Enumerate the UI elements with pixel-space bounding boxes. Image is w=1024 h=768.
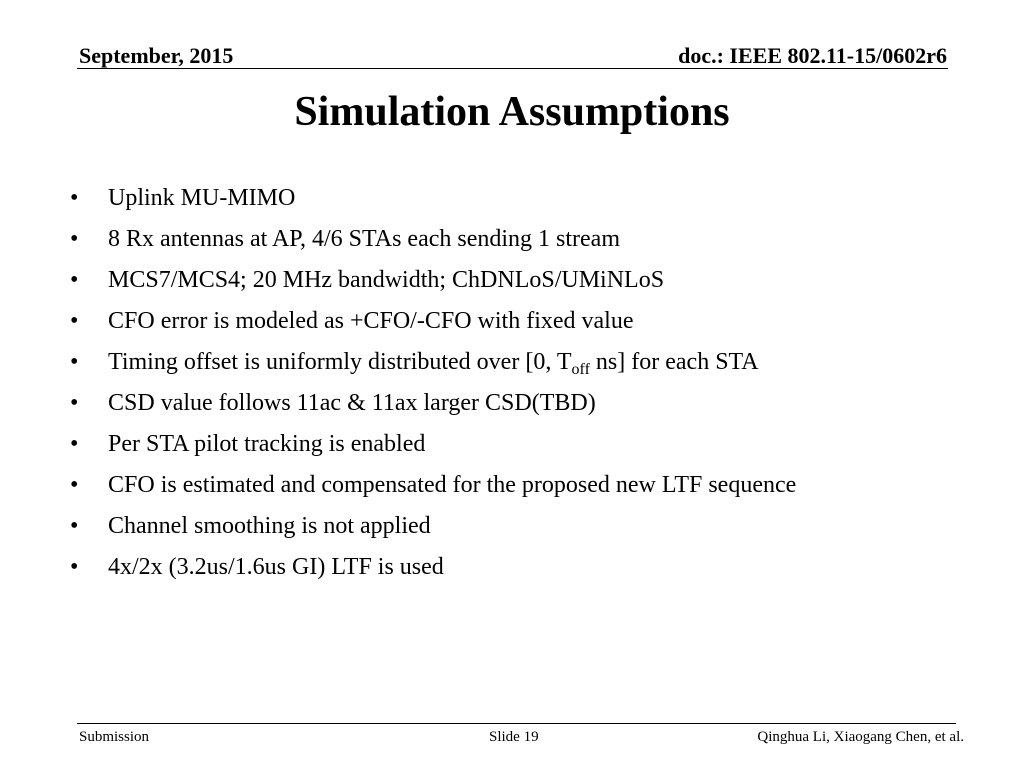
bullet-item	[70, 184, 970, 225]
bullet-marker: •	[70, 185, 79, 211]
bullet-text-part: ns] for each STA	[589, 349, 759, 375]
bullet-item	[70, 430, 970, 471]
bullet-text: CSD value follows 11ac & 11ax larger CSD(TBD)	[108, 390, 596, 416]
bullet-item	[70, 471, 970, 512]
bullet-marker: •	[70, 390, 79, 416]
header-date: September, 2015	[79, 43, 234, 68]
bullet-marker: •	[70, 472, 79, 498]
bullet-marker: •	[70, 513, 79, 539]
slide-title: Simulation Assumptions	[294, 89, 730, 135]
bullet-marker: •	[70, 554, 79, 580]
bullet-item	[70, 307, 970, 348]
bullet-marker: •	[70, 267, 79, 293]
bullet-item	[70, 348, 970, 389]
bullet-text-part: Timing offset is uniformly distributed over [0, T	[108, 349, 572, 375]
bullet-text: 8 Rx antennas at AP, 4/6 STAs each sending 1 stream	[108, 226, 621, 252]
footer-divider	[77, 723, 956, 724]
subscript-off: off	[571, 361, 590, 378]
header-divider	[77, 68, 948, 69]
bullet-list	[70, 184, 970, 594]
bullet-text: CFO is estimated and compensated for the proposed new LTF sequence	[108, 472, 797, 498]
bullet-text: Channel smoothing is not applied	[108, 513, 431, 539]
bullet-marker: •	[70, 308, 79, 334]
bullet-item	[70, 512, 970, 553]
bullet-marker: •	[70, 431, 79, 457]
bullet-text: 4x/2x (3.2us/1.6us GI) LTF is used	[108, 554, 444, 580]
bullet-text: CFO error is modeled as +CFO/-CFO with fixed value	[108, 308, 634, 334]
footer-slide-number: Slide 19	[489, 729, 539, 745]
bullet-text: MCS7/MCS4; 20 MHz bandwidth; ChDNLoS/UMiNLoS	[108, 267, 665, 293]
header-document-id: doc.: IEEE 802.11-15/0602r6	[678, 43, 947, 68]
footer-authors: Qinghua Li, Xiaogang Chen, et al.	[757, 729, 964, 745]
bullet-text	[108, 349, 759, 378]
bullet-text: Per STA pilot tracking is enabled	[108, 431, 426, 457]
bullet-item	[70, 266, 970, 307]
footer-submission: Submission	[79, 729, 150, 745]
bullet-text: Uplink MU-MIMO	[108, 185, 296, 211]
bullet-item	[70, 553, 970, 594]
bullet-marker: •	[70, 226, 79, 252]
bullet-marker: •	[70, 349, 79, 375]
bullet-item	[70, 225, 970, 266]
bullet-item	[70, 389, 970, 430]
